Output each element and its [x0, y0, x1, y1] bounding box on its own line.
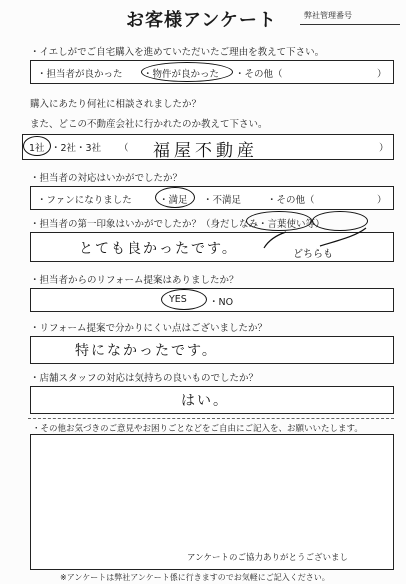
- q4-option-appearance[interactable]: 身だしなみ: [210, 219, 259, 230]
- q7-question: ・店舗スタッフの対応は気持ちの良いものでしたか？: [30, 373, 259, 384]
- q2-answer-box: [22, 134, 394, 160]
- q1-option-other[interactable]: ・その他（: [235, 69, 283, 80]
- q1-question: ・イエしがでご自宅購入を進めていただいたご理由を教えて下さい。: [30, 47, 325, 58]
- q3-option-unsatisfied[interactable]: ・不満足: [203, 195, 242, 206]
- survey-title: お客様アンケート: [126, 10, 277, 31]
- q2-handwritten-answer: 福屋不動産: [153, 141, 258, 161]
- q4-question-text: ・担当者の第一印象はいかがでしたか？（: [30, 219, 211, 230]
- q8-thanks: アンケートのご協力ありがとうございまし: [187, 553, 348, 563]
- q6-answer-box: [30, 336, 394, 364]
- q7-handwritten-answer: はい。: [181, 393, 229, 409]
- q2-selection-circle: [23, 136, 51, 156]
- q2-subquestion: また、どこの不動産会社に行かれたのか教えて下さい。: [30, 119, 268, 130]
- q5-question: ・担当者からのリフォーム提案はありましたか？: [30, 275, 239, 286]
- q2-paren-open: （: [119, 143, 129, 154]
- q4-question-tail: 等）: [305, 219, 325, 230]
- q3-options-box: [30, 186, 394, 210]
- q1-option-other-close: ）: [377, 69, 387, 80]
- q5-selection-circle: [161, 289, 207, 310]
- q6-question: ・リフォーム提案で分かりにくい点はございましたか？: [30, 323, 268, 334]
- q5-options-box: [30, 288, 394, 312]
- q3-option-satisfied[interactable]: ・満足: [159, 195, 188, 206]
- q1-option-property[interactable]: ・物件が良かった: [143, 69, 220, 80]
- q2-question: 購入にあたり何社に相談されましたか？: [30, 99, 202, 110]
- q8-comment-box[interactable]: [30, 434, 394, 570]
- q4-handwritten-note: どちらも: [293, 249, 333, 260]
- q1-selection-circle: [141, 62, 233, 82]
- q1-option-staff[interactable]: ・担当者が良かった: [37, 69, 123, 80]
- q6-handwritten-answer: 特になかったです。: [75, 343, 218, 359]
- q2-option-2-3[interactable]: ・2社・3社: [51, 143, 102, 154]
- q8-divider: [28, 418, 394, 419]
- q3-option-other[interactable]: ・その他（: [267, 195, 315, 206]
- q3-option-fan[interactable]: ・ファンになりました: [37, 195, 132, 206]
- q2-option-1[interactable]: 1社: [29, 143, 45, 154]
- management-number-field: [300, 24, 400, 25]
- q2-paren-close: ）: [379, 143, 389, 154]
- q7-answer-box: [30, 386, 394, 414]
- q5-option-yes[interactable]: YES: [169, 294, 187, 305]
- q1-options-box: [30, 60, 394, 84]
- q3-question: ・担当者の対応はいかがでしたか？: [30, 173, 183, 184]
- q8-question: ・その他お気づきのご意見やお困りごとなどをご自由にご記入を、お願いいたします。: [32, 424, 363, 434]
- footer-note: ※アンケートは弊社アンケート係に行きますのでお気軽にご記入ください。: [60, 573, 330, 582]
- q4-handwritten-answer: とても良かったです。: [79, 241, 238, 257]
- q4-option-speech[interactable]: 言葉使い: [267, 219, 306, 230]
- q4-annotation-arrow: [260, 226, 370, 250]
- management-number-label: 弊社管理番号: [304, 11, 352, 20]
- q3-option-other-close: ）: [377, 195, 387, 206]
- q3-selection-circle: [155, 187, 195, 208]
- q4-option-separator: ・: [258, 219, 268, 230]
- q5-option-no[interactable]: ・NO: [209, 297, 234, 308]
